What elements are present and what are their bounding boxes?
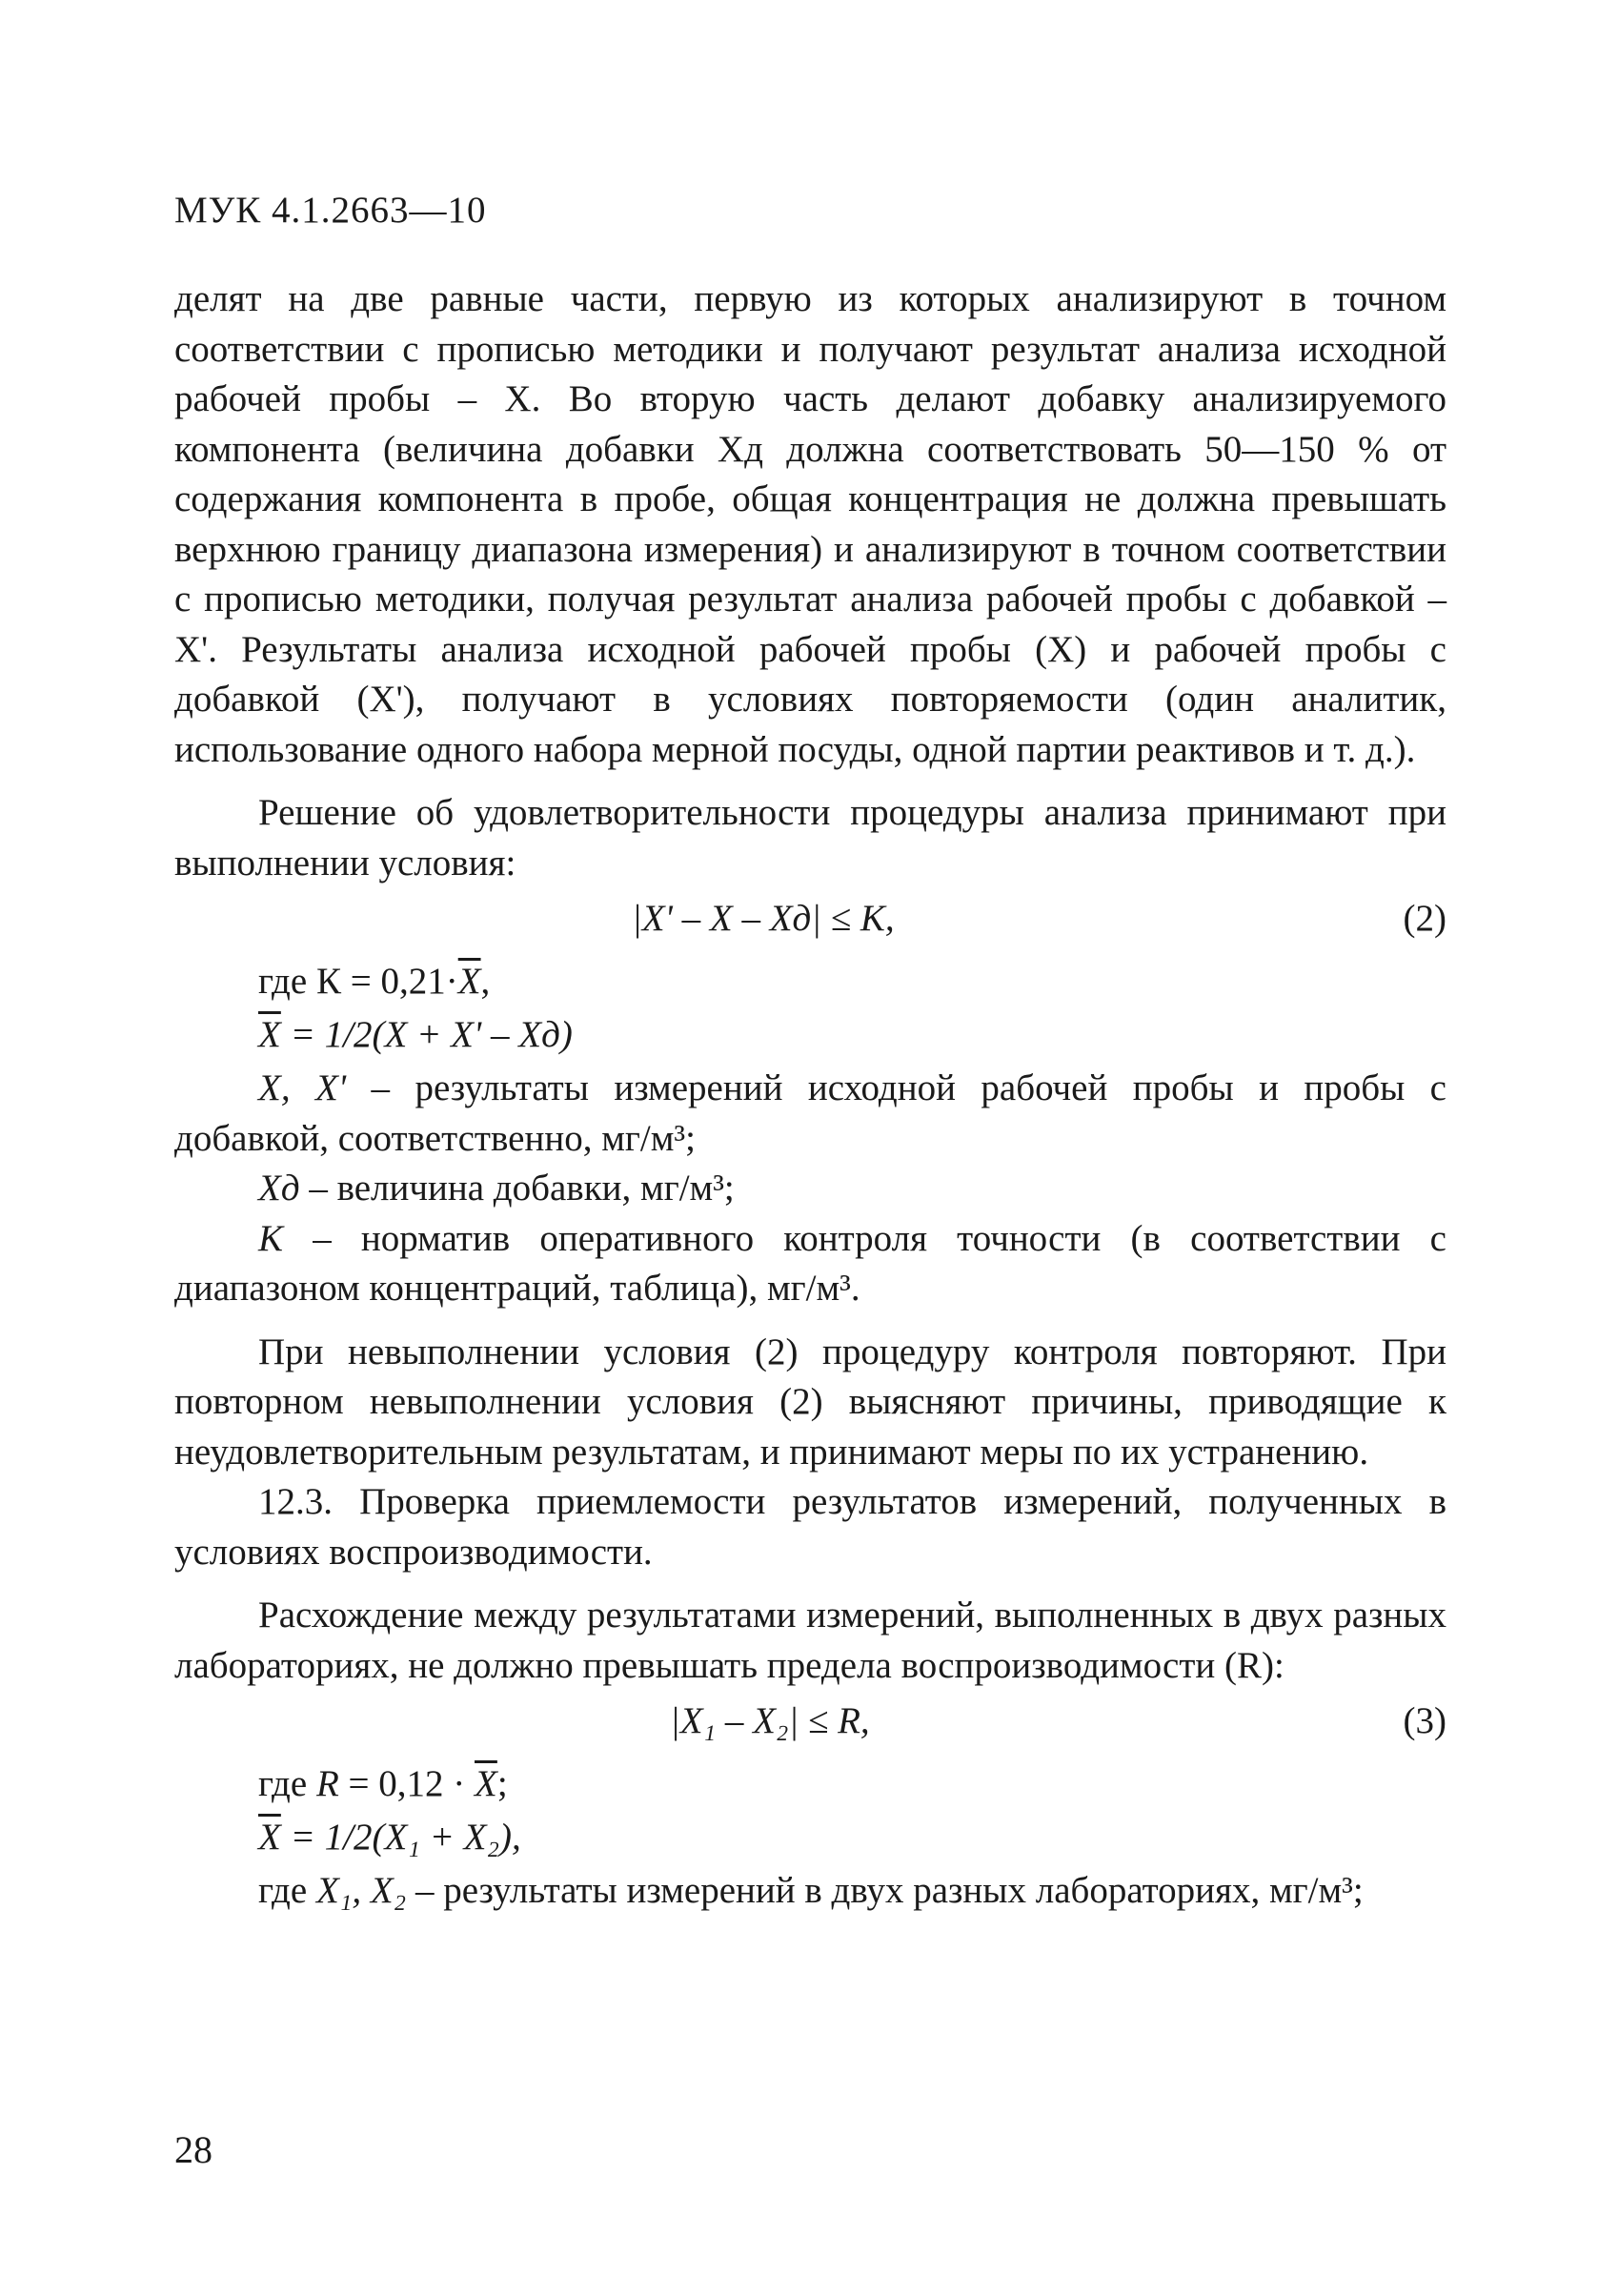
definition-k-suffix: ,	[480, 961, 491, 1002]
paragraph-reproducibility: Расхождение между результатами измерений, выполненных в двух разных лабораториях, не должно превышать предела воспроизводимости (R):	[174, 1595, 1446, 1686]
definition-xbar-eq: = 1/2(X + X' – Xд)	[280, 1014, 573, 1055]
definition-xd-text: – величина добавки, мг/м³;	[299, 1168, 735, 1209]
definition-k-norm-var: K	[258, 1217, 284, 1259]
definition-x1-x2-vars: X₁, X₂	[315, 1870, 407, 1911]
definition-x1-x2-text: – результаты измерений в двух разных лабораториях, мг/м³;	[406, 1870, 1364, 1911]
definition-r-suffix: ;	[496, 1763, 508, 1804]
formula-3-expression: |X₁ – X₂| ≤ R,	[670, 1700, 870, 1741]
definition-r	[174, 1759, 1446, 1813]
section-12-3-heading: 12.3. Проверка приемлемости результатов измерений, полученных в условиях воспроизводимости.	[174, 1481, 1446, 1573]
definition-xd-var: Xд	[258, 1168, 300, 1209]
definition-k-norm-text: – норматив оперативного контроля точности (в соответствии с диапазоном концентраций, таблица), мг/м³.	[174, 1217, 1446, 1309]
definition-r-mid: = 0,12 ·	[338, 1763, 475, 1804]
page-number: 28	[174, 2128, 212, 2171]
definition-x1-x2-prefix: где	[258, 1870, 316, 1911]
definition-x1-x2	[174, 1866, 1446, 1917]
definition-xbar-2-var: $\overline{X}$	[258, 1817, 281, 1858]
document-body	[174, 274, 1446, 1917]
definition-xbar-var: $\overline{X}$	[258, 1014, 281, 1055]
definition-xbar-2-eq: = 1/2(X₁ + X₂),	[280, 1817, 521, 1858]
paragraph-sample-procedure: делят на две равные части, первую из которых анализируют в точном соответствии с прописью методики и получают результат анализа исходной рабочей пробы – X. Во вторую часть делают добавку анализируемого компонента (величина добавки Xд должна соответствовать 50—150 % от содержания компонента в пробе, общая концентрация не должна превышать верхнюю границу диапазона измерения) и анализируют в точном соответствии с прописью методики, получая результат анализа рабочей пробы с добавкой – X'. Результаты анализа исходной рабочей пробы (X) и рабочей пробы с добавкой (X'), получают в условиях повторяемости (один аналитик, использование одного набора мерной посуды, одной партии реактивов и т. д.).	[174, 278, 1446, 770]
document-code-header: МУК 4.1.2663—10	[174, 190, 487, 231]
paragraph-failure-repeat: При невыполнении условия (2) процедуру контроля повторяют. При повторном невыполнении условия (2) выясняют причины, приводящие к неудовлетворительным результатам, и принимают меры по их устранению.	[174, 1331, 1446, 1473]
definition-r-xvar: $\overline{X}$	[475, 1763, 497, 1804]
formula-3-number: (3)	[1403, 1700, 1446, 1741]
definition-xbar	[174, 1010, 1446, 1064]
definition-k-prefix: где К = 0,21·	[258, 961, 458, 1002]
definition-x-xprime	[174, 1064, 1446, 1164]
definition-xd	[174, 1164, 1446, 1214]
definition-r-prefix: где	[258, 1763, 316, 1804]
definition-x-xprime-text: – результаты измерений исходной рабочей пробы и пробы с добавкой, соответственно, мг/м³;	[174, 1067, 1446, 1159]
definition-r-var: R	[315, 1763, 339, 1804]
definition-x-xprime-vars: X, X'	[258, 1067, 347, 1108]
paragraph-acceptance-condition: Решение об удовлетворительности процедуры анализа принимают при выполнении условия:	[174, 792, 1446, 884]
definition-k-var: $\overline{X}$	[457, 961, 481, 1002]
formula-3-line	[174, 1697, 1446, 1754]
formula-2-number: (2)	[1403, 898, 1446, 939]
definition-xbar-2	[174, 1813, 1446, 1866]
formula-2-expression: |X' – X – Xд| ≤ K,	[632, 898, 895, 939]
definition-k-norm	[174, 1214, 1446, 1314]
formula-2-line	[174, 894, 1446, 951]
definition-k	[174, 957, 1446, 1010]
